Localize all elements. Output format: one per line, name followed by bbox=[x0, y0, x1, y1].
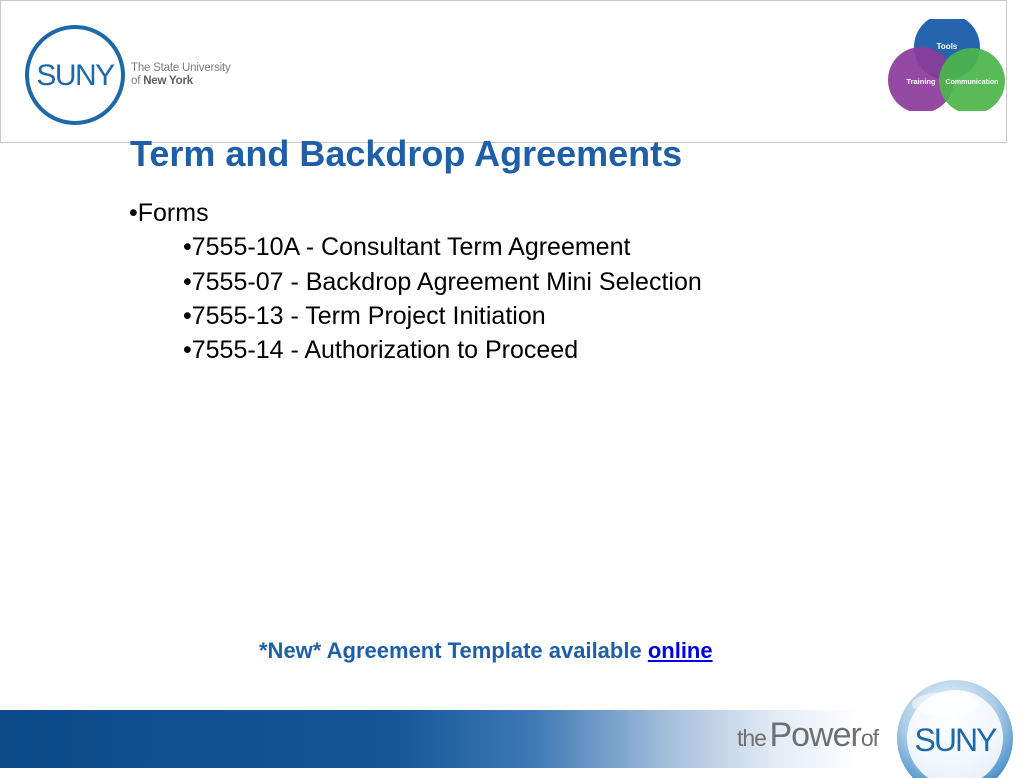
sub-bullet: •7555-13 - Term Project Initiation bbox=[183, 301, 546, 330]
venn-diagram bbox=[885, 19, 1009, 111]
bullet-forms: •Forms bbox=[129, 199, 209, 227]
tagline-new-york: New York bbox=[143, 75, 193, 87]
power-the: the bbox=[737, 725, 766, 751]
tagline-line1: The State University bbox=[131, 62, 231, 74]
sub-bullet: •7555-10A - Consultant Term Agreement bbox=[183, 233, 631, 262]
sub-bullet: •7555-14 - Authorization to Proceed bbox=[183, 336, 579, 365]
tagline-line2 bbox=[131, 75, 231, 88]
venn-label-tools: Tools bbox=[936, 42, 958, 51]
orb-logo-text: SUNY bbox=[914, 722, 996, 758]
suny-logo-text: SUNY bbox=[36, 59, 114, 92]
suny-tagline bbox=[131, 62, 231, 88]
note-text: *New* Agreement Template available bbox=[259, 638, 648, 663]
header-banner bbox=[0, 0, 1007, 143]
suny-orb-logo bbox=[896, 678, 1014, 778]
template-note bbox=[259, 638, 713, 664]
bullet-list bbox=[129, 196, 702, 367]
venn-label-training: Training bbox=[906, 77, 936, 86]
slide-title: Term and Backdrop Agreements bbox=[130, 133, 683, 174]
sub-bullet: •7555-07 - Backdrop Agreement Mini Selection bbox=[183, 267, 702, 296]
power-of-suny-tagline bbox=[737, 716, 878, 755]
venn-label-communication: Communication bbox=[945, 79, 999, 86]
online-link[interactable]: online bbox=[647, 638, 713, 663]
tagline-of: of bbox=[131, 75, 144, 87]
suny-logo bbox=[23, 23, 127, 127]
power-word: Power bbox=[769, 716, 861, 754]
power-of: of bbox=[860, 725, 878, 751]
